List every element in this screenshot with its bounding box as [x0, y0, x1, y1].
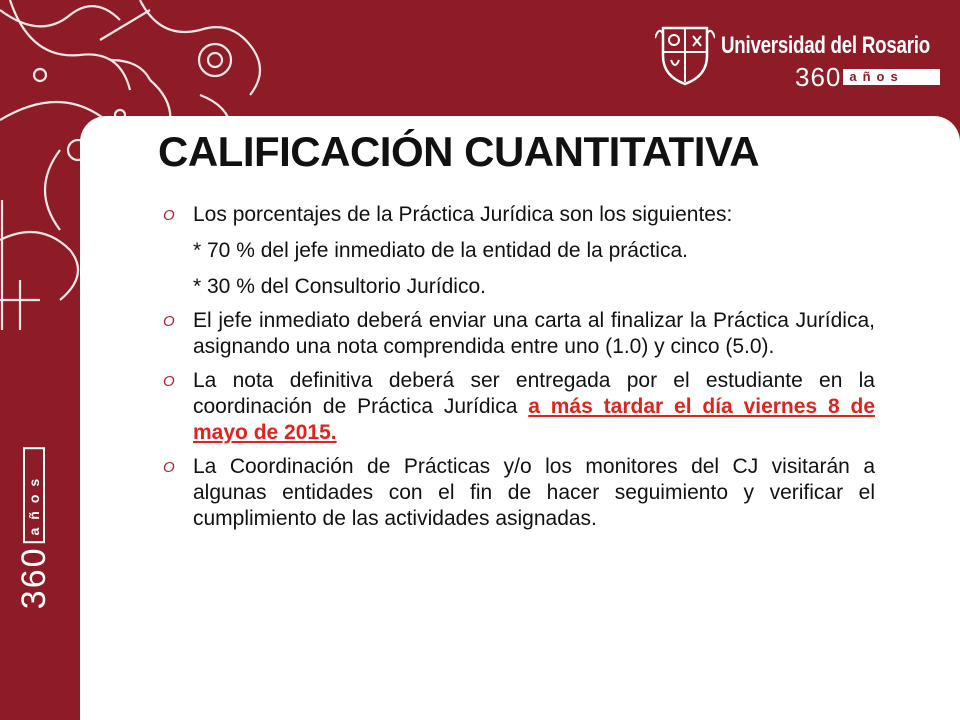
sub-item: * 70 % del jefe inmediato de la entidad de la práctica. [193, 239, 688, 262]
bullet-item [163, 368, 875, 446]
sub-item: * 30 % del Consultorio Jurídico. [193, 275, 486, 298]
vertical-anniversary-number: 360 [15, 546, 53, 610]
slide-title: CALIFICACIÓN CUANTITATIVA [158, 128, 760, 175]
bullet-marker: O [163, 207, 175, 224]
bullet-text: La nota definitiva deberá ser entregada por el estudiante en la coordinación de Práctica Jurídica [193, 369, 875, 418]
anniversary-word: años [843, 69, 939, 85]
anniversary-number: 360 [795, 62, 842, 92]
university-shield-icon [655, 22, 715, 88]
bullet-text: La Coordinación de Prácticas y/o los monitores del CJ visitarán a algunas entidades con el fin de hacer seguimiento y verificar el cumplimiento de las actividades asignadas. [193, 455, 875, 530]
bullet-text: El jefe inmediato deberá enviar una carta al finalizar la Práctica Jurídica, asignando una nota comprendida entre uno (1.0) y cinco (5.0). [193, 309, 875, 358]
bullet-text: Los porcentajes de la Práctica Jurídica son los siguientes: [193, 203, 733, 226]
bullet-marker: O [163, 459, 175, 476]
bullet-item [163, 202, 875, 228]
bullet-list [163, 202, 875, 532]
vertical-anniversary-mark [14, 438, 54, 618]
deadline-highlight: a más tardar el día viernes 8 de mayo de 2015. [193, 395, 876, 444]
university-logo [655, 22, 935, 92]
bullet-item [163, 454, 875, 532]
anniversary-badge [795, 64, 940, 90]
bullet-item [163, 308, 875, 360]
university-name: Universidad del Rosario [721, 32, 930, 59]
bullet-marker: O [163, 313, 175, 330]
vertical-anniversary-word: años [23, 447, 45, 544]
bullet-marker: O [163, 373, 175, 390]
